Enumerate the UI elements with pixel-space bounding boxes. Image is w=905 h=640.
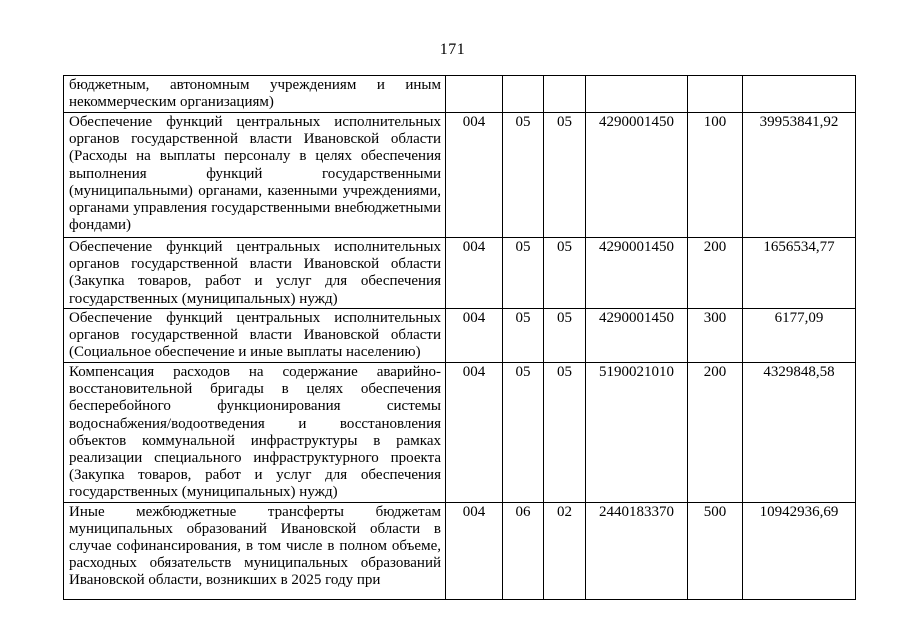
budget-table (63, 75, 856, 600)
table-row (64, 76, 856, 113)
amount-cell: 1656534,77 (743, 238, 856, 309)
amount-cell: 4329848,58 (743, 363, 856, 503)
grbs-code-cell: 004 (446, 309, 503, 363)
section-code-cell: 06 (503, 502, 544, 599)
amount-cell (743, 76, 856, 113)
section-code-cell: 05 (503, 238, 544, 309)
table-row (64, 113, 856, 238)
amount-cell: 6177,09 (743, 309, 856, 363)
expense-name-cell: Обеспечение функций центральных исполнительных органов государственной власти Ивановской области (Расходы на выплаты персоналу в целях обеспечения выполнения функций государственными (муниципальными) органами, казенными учреждениями, органами управления государственными внебюджетными фондами) (64, 113, 446, 238)
amount-cell: 39953841,92 (743, 113, 856, 238)
expense-type-cell (688, 76, 743, 113)
expense-type-cell: 200 (688, 238, 743, 309)
section-code-cell: 05 (503, 363, 544, 503)
section-code-cell (503, 76, 544, 113)
grbs-code-cell (446, 76, 503, 113)
grbs-code-cell: 004 (446, 113, 503, 238)
subsection-code-cell: 05 (544, 113, 586, 238)
subsection-code-cell: 05 (544, 238, 586, 309)
expense-name-cell: Иные межбюджетные трансферты бюджетам муниципальных образований Ивановской области в случае софинансирования, в том числе в полном объеме, расходных обязательств муниципальных образований Ивановской области, возникших в 2025 году при (64, 502, 446, 599)
subsection-code-cell: 05 (544, 309, 586, 363)
section-code-cell: 05 (503, 309, 544, 363)
table-row (64, 309, 856, 363)
expense-name-cell: Компенсация расходов на содержание аварийно-восстановительной бригады в целях обеспечения бесперебойного функционирования системы водоснабжения/водоотведения и восстановления объектов коммунальной инфраструктуры в рамках реализации специального инфраструктурного проекта (Закупка товаров, работ и услуг для обеспечения государственных (муниципальных) нужд) (64, 363, 446, 503)
grbs-code-cell: 004 (446, 363, 503, 503)
expense-name-cell: Обеспечение функций центральных исполнительных органов государственной власти Ивановской области (Закупка товаров, работ и услуг для обеспечения государственных (муниципальных) нужд) (64, 238, 446, 309)
target-article-cell: 5190021010 (586, 363, 688, 503)
expense-type-cell: 100 (688, 113, 743, 238)
target-article-cell: 4290001450 (586, 238, 688, 309)
target-article-cell: 2440183370 (586, 502, 688, 599)
table-row (64, 363, 856, 503)
subsection-code-cell (544, 76, 586, 113)
target-article-cell: 4290001450 (586, 113, 688, 238)
section-code-cell: 05 (503, 113, 544, 238)
target-article-cell (586, 76, 688, 113)
target-article-cell: 4290001450 (586, 309, 688, 363)
subsection-code-cell: 05 (544, 363, 586, 503)
expense-type-cell: 500 (688, 502, 743, 599)
amount-cell: 10942936,69 (743, 502, 856, 599)
table-row (64, 238, 856, 309)
expense-type-cell: 300 (688, 309, 743, 363)
subsection-code-cell: 02 (544, 502, 586, 599)
expense-name-cell: бюджетным, автономным учреждениям и иным некоммерческим организациям) (64, 76, 446, 113)
grbs-code-cell: 004 (446, 238, 503, 309)
table-row (64, 502, 856, 599)
page-number: 171 (439, 41, 466, 58)
expense-name-cell: Обеспечение функций центральных исполнительных органов государственной власти Ивановской области (Социальное обеспечение и иные выплаты населению) (64, 309, 446, 363)
grbs-code-cell: 004 (446, 502, 503, 599)
expense-type-cell: 200 (688, 363, 743, 503)
